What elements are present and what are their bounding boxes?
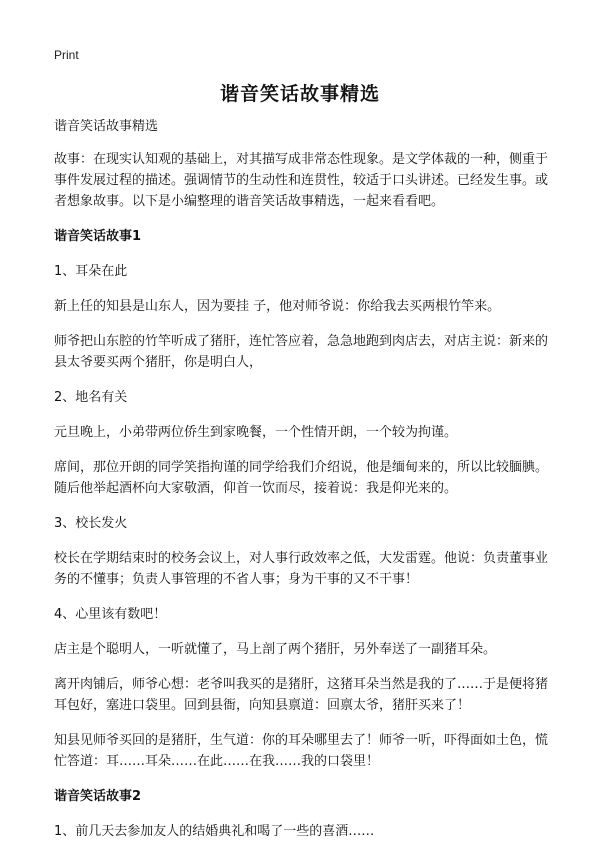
story-title-3: 3、校长发火: [54, 516, 128, 531]
section-heading-2: 谐音笑话故事2: [54, 789, 142, 804]
story-paragraph: 师爷把山东腔的竹竿听成了猪肝，连忙答应着，急急地跑到肉店去，对店主说：新来的县太爷要买两个猪肝，你是明白人，: [54, 334, 549, 370]
story-paragraph: 席间，那位开朗的同学笑指拘谨的同学给我们介绍说，他是缅甸来的，所以比较腼腆。随后他举起酒杯向大家敬酒，仰首一饮而尽，接着说：我是仰光来的。: [54, 460, 549, 496]
print-link[interactable]: Print: [54, 48, 79, 62]
story-paragraph: 知县见师爷买回的是猪肝，生气道：你的耳朵哪里去了！师爷一听，吓得面如土色，慌忙答道：耳……耳朵……在此……在我……我的口袋里！: [54, 733, 549, 769]
article-body: [54, 116, 548, 856]
story-title-5: 1、前几天去参加友人的结婚典礼和喝了一些的喜酒……: [54, 824, 375, 839]
story-paragraph: 元旦晚上，小弟带两位侨生到家晚餐，一个性情开朗，一个较为拘谨。: [54, 425, 458, 440]
intro-paragraph: 故事：在现实认知观的基础上，对其描写成非常态性现象。是文学体裁的一种，侧重于事件发展过程的描述。强调情节的生动性和连贯性，较适于口头讲述。已经发生事。或者想象故事。以下是小编整理的谐音笑话故事精选，一起来看看吧。: [54, 152, 549, 209]
subtitle-text: 谐音笑话故事精选: [54, 119, 159, 134]
story-title-4: 4、心里该有数吧！: [54, 607, 167, 622]
story-paragraph: 店主是个聪明人，一听就懂了，马上剖了两个猪肝，另外奉送了一副猪耳朵。: [54, 642, 497, 657]
story-paragraph: 校长在学期结束时的校务会议上，对人事行政效率之低，大发雷霆。他说：负责董事业务的不懂事；负责人事管理的不省人事；身为干事的又不干事！: [54, 551, 549, 587]
page-title: 谐音笑话故事精选: [219, 83, 380, 105]
story-paragraph: 新上任的知县是山东人，因为要挂 子，他对师爷说：你给我去买两根竹竿来。: [54, 299, 501, 314]
story-title-2: 2、地名有关: [54, 390, 128, 405]
story-title-1: 1、耳朵在此: [54, 264, 128, 279]
story-paragraph: 离开肉铺后，师爷心想：老爷叫我买的是猪肝，这猪耳朵当然是我的了……于是便将猪耳包好，塞进口袋里。回到县衙，向知县禀道：回禀太爷，猪肝买来了！: [54, 677, 549, 713]
section-heading-1: 谐音笑话故事1: [54, 229, 142, 244]
